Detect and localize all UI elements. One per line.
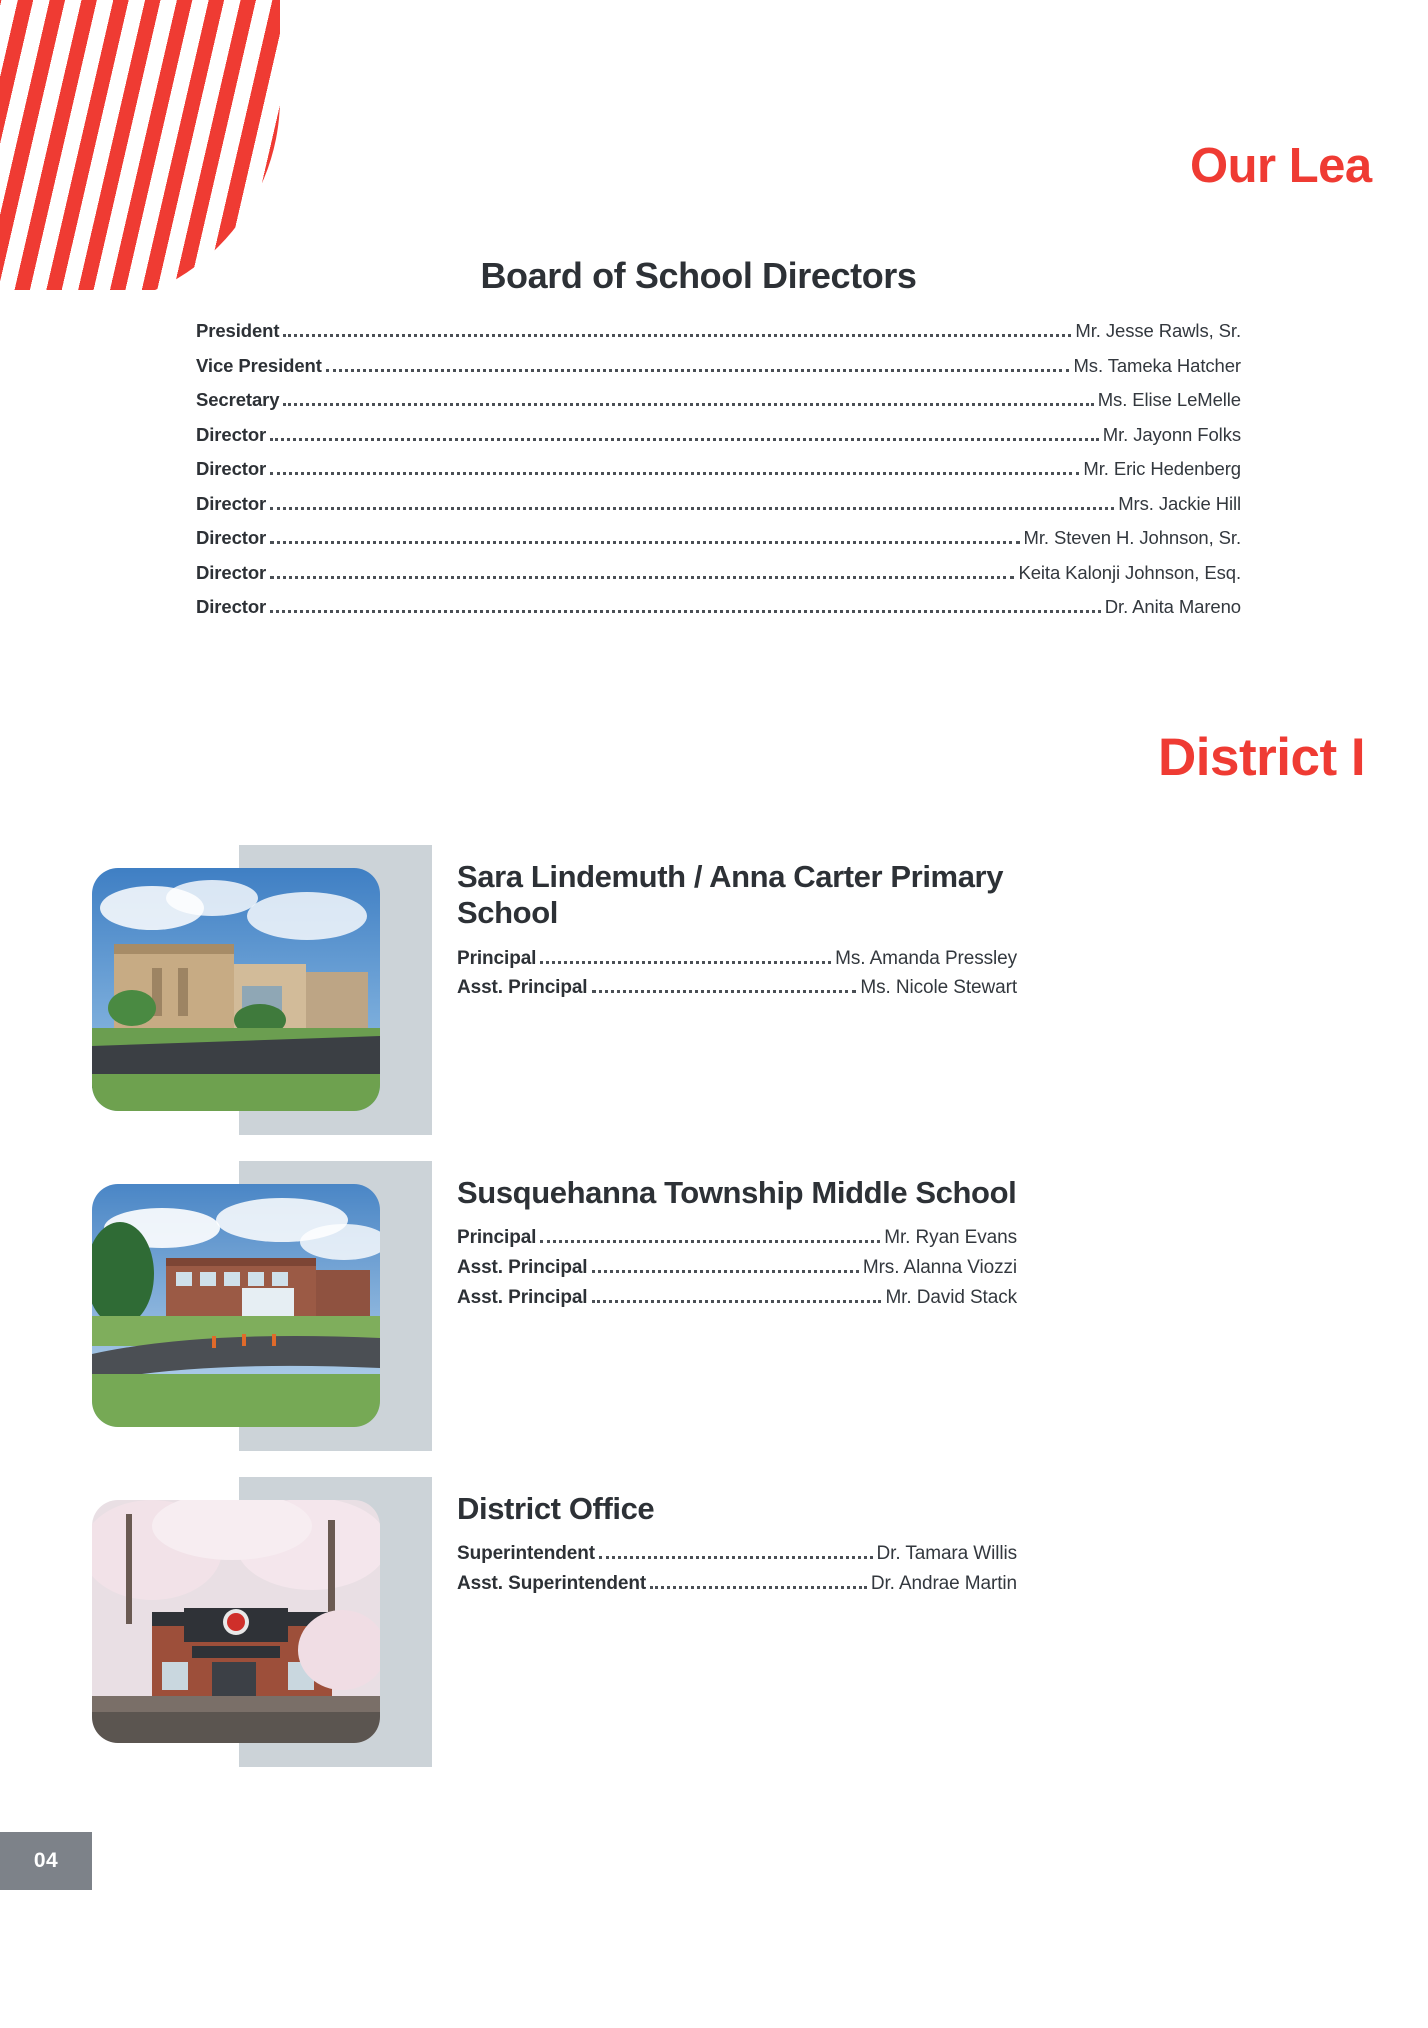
board-of-directors-section [196,255,1241,631]
directory-row [457,948,1017,970]
school-entry [0,1161,1428,1451]
school-photo-wrapper [92,845,432,1135]
directory-row [196,424,1241,446]
middle-school-building-photo [92,1184,380,1427]
dotted-leader-line [270,610,1101,613]
directory-role-label: President [196,320,280,341]
page-number-badge: 04 [0,1832,92,1890]
dotted-leader-line [270,472,1079,475]
school-name: Susquehanna Township Middle School [457,1175,1017,1210]
directory-role-label: Principal [457,947,537,969]
directory-person-name: Mrs. Alanna Viozzi [862,1257,1017,1279]
directory-person-name: Ms. Amanda Pressley [835,947,1017,969]
directory-row [196,389,1241,411]
directory-role-label: Vice President [196,354,322,376]
directory-role-label: Superintendent [457,1543,595,1565]
school-info-block [457,1161,1017,1317]
directory-role-label: Director [196,561,267,583]
directory-person-name: Mr. Steven H. Johnson, Sr. [1023,527,1241,548]
directory-row [196,562,1241,584]
school-leadership-list [0,845,1428,1793]
directory-row [196,458,1241,480]
school-staff-list [457,948,1017,1000]
directory-role-label: Director [196,596,267,617]
school-info-block [457,845,1017,1007]
dotted-leader-line [599,1556,873,1559]
directory-person-name: Ms. Nicole Stewart [860,977,1017,999]
dotted-leader-line [540,961,831,964]
district-leadership-heading: District I [1158,728,1366,787]
directory-row [457,1257,1017,1279]
directory-person-name: Ms. Tameka Hatcher [1073,354,1241,376]
directory-person-name: Dr. Tamara Willis [876,1543,1017,1565]
directory-person-name: Mr. Jesse Rawls, Sr. [1075,320,1241,341]
directory-role-label: Director [196,458,267,479]
school-entry [0,1477,1428,1767]
dotted-leader-line [270,438,1099,441]
dotted-leader-line [283,403,1093,406]
school-photo-wrapper [92,1477,432,1767]
directory-role-label: Asst. Superintendent [457,1573,647,1595]
directory-row [457,977,1017,999]
dotted-leader-line [270,507,1114,510]
directory-row [457,1287,1017,1309]
directory-row [196,355,1241,377]
directory-person-name: Ms. Elise LeMelle [1097,389,1241,410]
primary-school-building-photo [92,868,380,1111]
directory-role-label: Secretary [196,389,280,410]
directory-role-label: Principal [457,1227,537,1249]
board-directory-list [196,320,1241,618]
directory-person-name: Mrs. Jackie Hill [1118,492,1241,514]
directory-person-name: Dr. Anita Mareno [1104,596,1241,617]
school-staff-list [457,1543,1017,1595]
directory-row [457,1573,1017,1595]
dotted-leader-line [270,576,1014,579]
directory-person-name: Mr. Ryan Evans [884,1227,1017,1249]
stripe-wedge [0,0,280,290]
directory-role-label: Director [196,527,267,548]
board-section-title: Board of School Directors [480,255,917,296]
dotted-leader-line [592,1300,882,1303]
directory-person-name: Keita Kalonji Johnson, Esq. [1018,561,1241,583]
directory-row [457,1543,1017,1565]
dotted-leader-line [650,1586,867,1589]
school-staff-list [457,1227,1017,1309]
dotted-leader-line [592,990,857,993]
directory-role-label: Asst. Principal [457,1257,588,1279]
district-office-building-photo [92,1500,380,1743]
dotted-leader-line [540,1240,880,1243]
directory-person-name: Dr. Andrae Martin [870,1573,1017,1595]
directory-row [196,320,1241,342]
dotted-leader-line [283,334,1071,337]
school-name: Sara Lindemuth / Anna Carter Primary School [457,859,1004,931]
dotted-leader-line [270,541,1019,544]
dotted-leader-line [326,369,1070,372]
our-leadership-heading: Our Lea [1190,139,1372,193]
directory-role-label: Asst. Principal [457,977,588,999]
directory-person-name: Mr. Eric Hedenberg [1083,458,1241,479]
dotted-leader-line [592,1270,859,1273]
directory-row [196,527,1241,549]
directory-person-name: Mr. David Stack [885,1286,1017,1308]
school-entry [0,845,1428,1135]
directory-row [196,493,1241,515]
directory-row [457,1227,1017,1249]
directory-role-label: Director [196,492,267,514]
directory-role-label: Director [196,423,267,445]
school-name: District Office [457,1491,655,1526]
directory-role-label: Asst. Principal [457,1286,588,1308]
striped-corner-decoration [0,0,290,290]
school-info-block [457,1477,1017,1603]
school-photo-wrapper [92,1161,432,1451]
directory-person-name: Mr. Jayonn Folks [1102,423,1241,445]
directory-row [196,596,1241,618]
